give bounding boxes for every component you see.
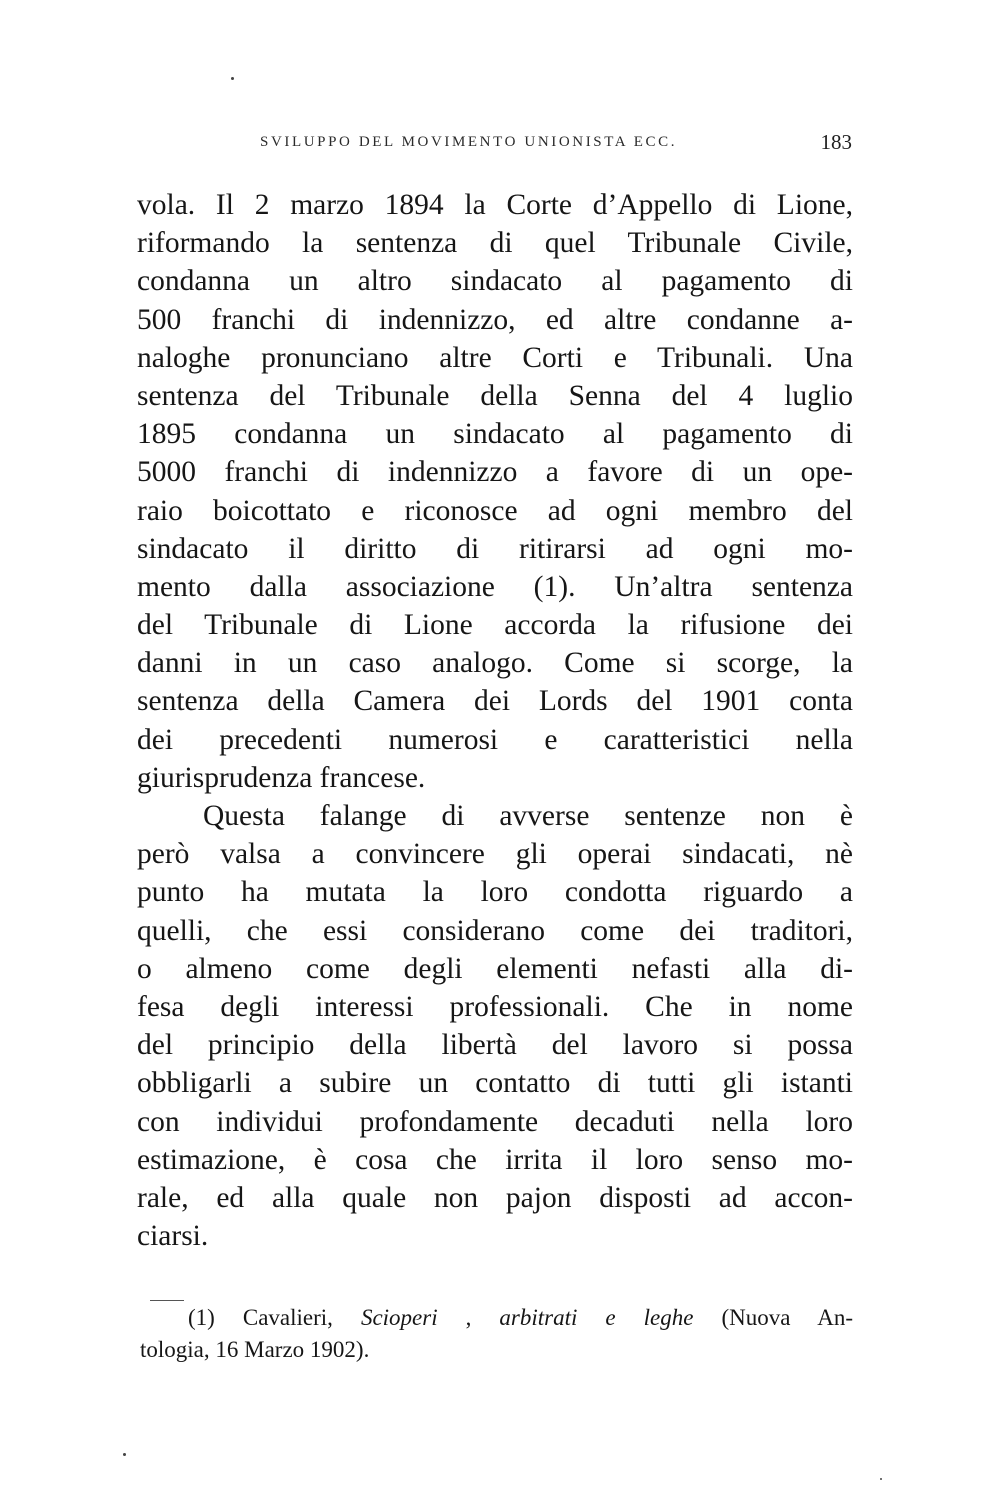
footnote-separator <box>150 1300 184 1301</box>
text-line: rale, ed alla quale non pajon disposti ad accon- <box>137 1181 853 1214</box>
text-line: del principio della libertà del lavoro si possa <box>137 1029 853 1062</box>
text-line: 5000 franchi di indennizzo a favore di un ope- <box>137 456 853 489</box>
footnote-line <box>140 1302 853 1334</box>
text-line: con individui profondamente decaduti nella loro <box>137 1105 853 1138</box>
paper-speck <box>123 1453 126 1456</box>
page-number: 183 <box>820 130 852 154</box>
paragraph-start-line: Questa falange di avverse sentenze non è <box>203 800 853 832</box>
page-header <box>135 132 852 158</box>
text-line: sindacato il diritto di ritirarsi ad ogni mo- <box>137 532 853 565</box>
text-line: quelli, che essi considerano come dei traditori, <box>137 914 853 947</box>
text-line: ciarsi. <box>137 1220 209 1253</box>
paper-speck <box>231 77 234 80</box>
text-line: condanna un altro sindacato al pagamento di <box>137 265 853 298</box>
text-line: estimazione, è cosa che irrita il loro senso mo- <box>137 1143 853 1176</box>
text-line: mento dalla associazione (1). Un’altra sentenza <box>137 570 853 603</box>
paper-speck <box>880 1478 882 1480</box>
text-line: o almeno come degli elementi nefasti alla di- <box>137 952 853 985</box>
text-line: dei precedenti numerosi e caratteristici nella <box>137 723 853 756</box>
footnote-marker: (1) <box>188 1305 215 1330</box>
text-line: obbligarli a subire un contatto di tutti gli istanti <box>137 1067 853 1100</box>
text-line: però valsa a convincere gli operai sindacati, nè <box>137 838 853 871</box>
text-line: vola. Il 2 marzo 1894 la Corte d’Appello di Lione, <box>137 189 853 221</box>
body-text <box>137 186 853 1255</box>
text-line: sentenza della Camera dei Lords del 1901 conta <box>137 685 853 718</box>
text-line: giurisprudenza francese. <box>137 761 426 794</box>
text-line: danni in un caso analogo. Come si scorge, la <box>137 647 853 680</box>
text-line: raio boicottato e riconosce ad ogni membro del <box>137 494 853 527</box>
footnote-line: tologia, 16 Marzo 1902). <box>140 1337 370 1362</box>
text-line: riformando la sentenza di quel Tribunale Civile, <box>137 227 853 260</box>
text-line: sentenza del Tribunale della Senna del 4 luglio <box>137 379 853 412</box>
footnote-title: Scioperi <box>360 1305 438 1330</box>
footnote-title: arbitrati e leghe <box>499 1305 694 1330</box>
text-line: 1895 condanna un sindacato al pagamento di <box>137 418 853 451</box>
text-line: fesa degli interessi professionali. Che in nome <box>137 990 853 1023</box>
footnote-source: (Nuova An- <box>721 1305 853 1330</box>
text-line: punto ha mutata la loro condotta riguardo a <box>137 876 853 909</box>
text-line: naloghe pronunciano altre Corti e Tribunali. Una <box>137 341 853 374</box>
text-line: 500 franchi di indennizzo, ed altre condanne a- <box>137 303 853 336</box>
running-head: SVILUPPO DEL MOVIMENTO UNIONISTA ECC. <box>260 134 678 150</box>
footnote <box>140 1302 853 1366</box>
footnote-author: Cavalieri, <box>242 1305 333 1330</box>
footnote-separator-comma: , <box>465 1305 472 1330</box>
text-line: del Tribunale di Lione accorda la rifusione dei <box>137 609 853 642</box>
